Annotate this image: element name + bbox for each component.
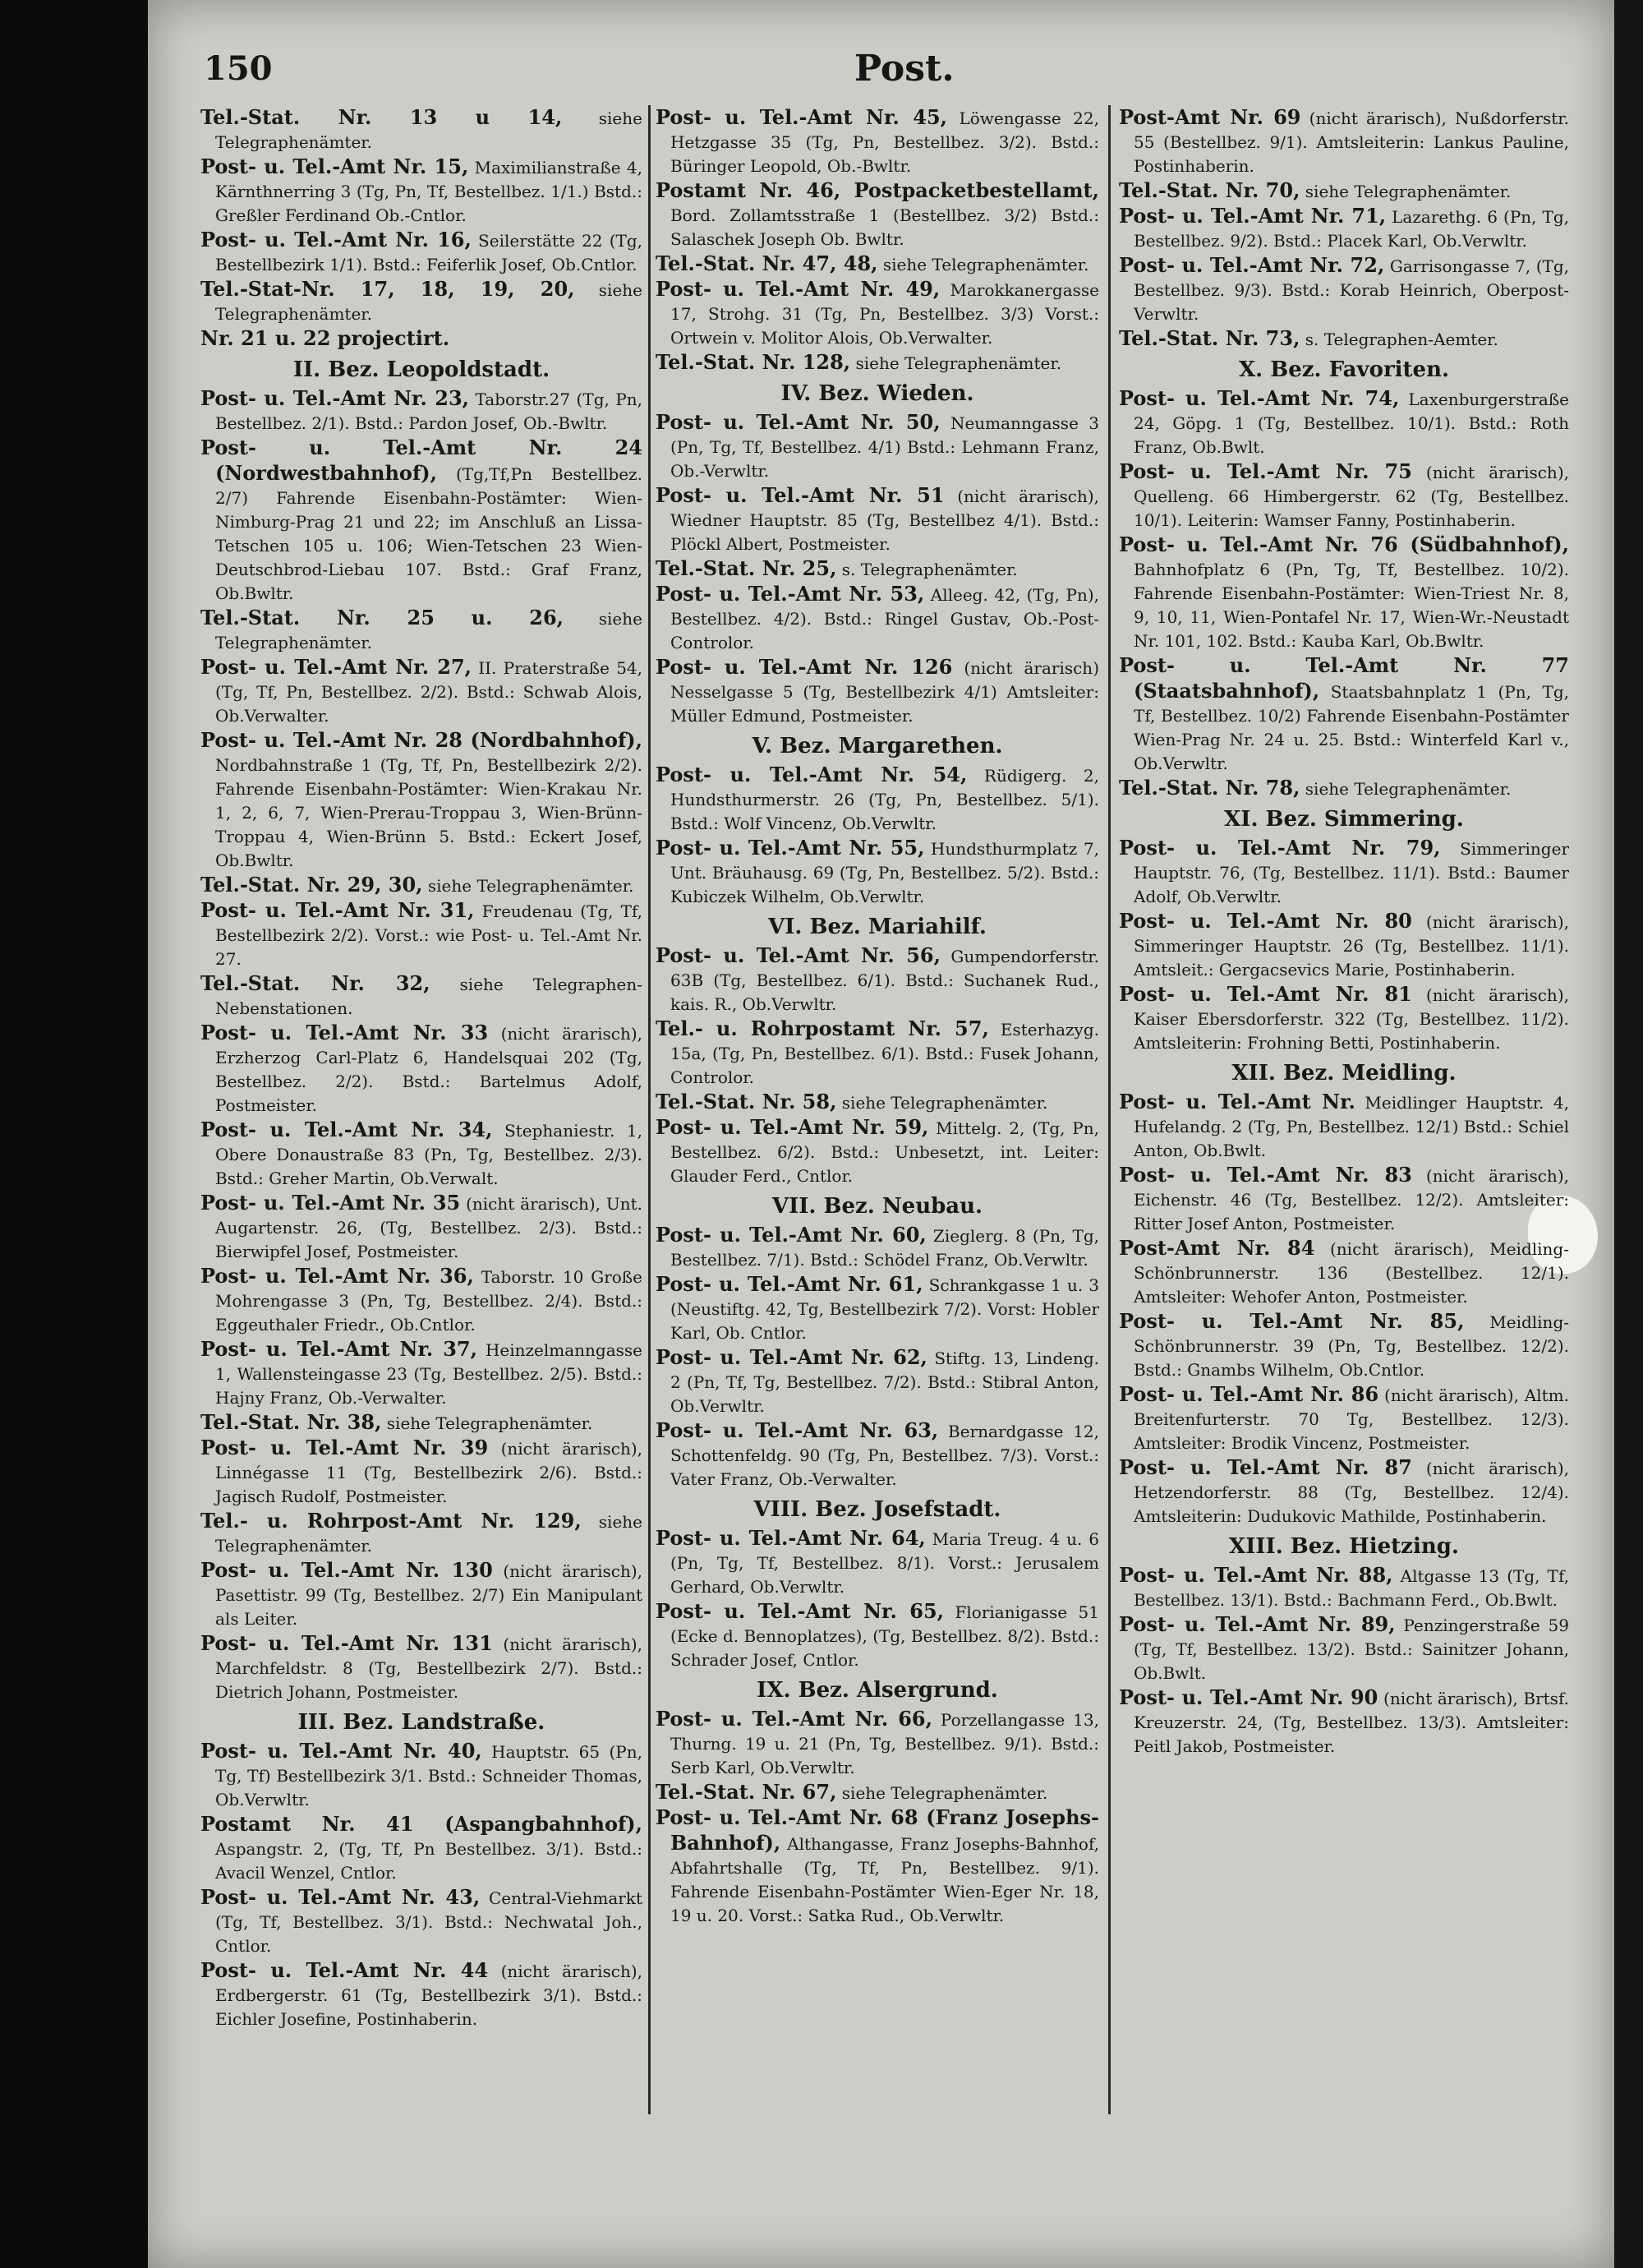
entry-title: Post- u. Tel.-Amt Nr. [1119, 1090, 1355, 1113]
entry-details: (nicht ärarisch), Linnégasse 11 (Tg, Bestellbezirk 2/6). Bstd.: Jagisch Rudolf, Postmeister. [215, 1439, 642, 1506]
entry-details: Nordbahnstraße 1 (Tg, Tf, Pn, Bestellbezirk 2/2). Fahrende Eisenbahn-Postämter: Wien-Krakau Nr. 1, 2, 6, 7, Wien-Prerau-Troppau 3, Wien-Brünn-Troppau 4, Wien-Brünn 5. Bstd.: Eckert Josef, Ob.Bwltr. [215, 755, 642, 870]
entry-title: Post- u. Tel.-Amt Nr. 35 [200, 1191, 461, 1215]
entry-details: (nicht ärarisch), Brtsf. Kreuzerstr. 24, (Tg, Bestellbez. 13/3). Amtsleiter: Peitl Jakob, Postmeister. [1134, 1689, 1569, 1756]
entry-details: Porzellangasse 13, Thurng. 19 u. 21 (Pn, Tg, Bestellbez. 9/1). Bstd.: Serb Karl, Ob.Verwltr. [670, 1710, 1099, 1777]
directory-entry [1119, 1612, 1569, 1685]
directory-entry [1119, 253, 1569, 326]
entry-title: Post- u. Tel.-Amt Nr. 43, [200, 1885, 481, 1909]
entry-title: Tel.-Stat. Nr. 29, 30, [200, 873, 423, 897]
entry-details: siehe Telegraphenämter. [836, 1093, 1048, 1113]
directory-entry [656, 1526, 1099, 1599]
directory-entry [656, 1223, 1099, 1272]
entry-title: Post- u. Tel.-Amt Nr. 130 [200, 1558, 493, 1582]
entry-title: Post- u. Tel.-Amt Nr. 31, [200, 898, 475, 922]
entry-title: Tel.-Stat. Nr. 58, [656, 1090, 837, 1113]
entry-details: siehe Telegraphenämter. [877, 255, 1089, 274]
entry-title: Tel.- u. Rohrpost-Amt Nr. 129, [200, 1509, 582, 1533]
directory-entry [656, 582, 1099, 655]
entry-title: Tel.-Stat. Nr. 13 u 14, [200, 105, 563, 129]
directory-entry [200, 728, 642, 873]
entry-title: Post- u. Tel.-Amt Nr. 85, [1119, 1309, 1465, 1333]
entry-details: Hundsthurmplatz 7, Unt. Bräuhausg. 69 (Tg, Pn, Bestellbez. 5/2). Bstd.: Kubiczek Wilhelm, Ob.Verwltr. [670, 839, 1099, 906]
entry-title: Tel.-Stat. Nr. 25, [656, 556, 837, 580]
entry-title: Post- u. Tel.-Amt Nr. 66, [656, 1707, 932, 1731]
entry-details: (nicht ärarisch), Unt. Augartenstr. 26, (Tg, Bestellbez. 2/3). Bstd.: Bierwipfel Josef, Postmeister. [215, 1194, 642, 1261]
directory-entry [200, 1739, 642, 1812]
entry-details: (nicht ärarisch), Kaiser Ebersdorferstr. 322 (Tg, Bestellbez. 11/2). Amtsleiterin: Frohning Betti, Postinhaberin. [1134, 985, 1569, 1053]
entry-details: Rüdigerg. 2, Hundsthurmerstr. 26 (Tg, Pn, Bestellbez. 5/1). Bstd.: Wolf Vincenz, Ob.Verwltr. [670, 766, 1099, 833]
entry-title: Post- u. Tel.-Amt Nr. 77 (Staatsbahnhof), [1119, 653, 1569, 703]
entry-title: Tel.-Stat. Nr. 32, [200, 971, 430, 995]
entry-details: siehe Telegraphenämter. [422, 876, 634, 896]
entry-title: Post- u. Tel.-Amt Nr. 61, [656, 1272, 923, 1296]
entry-title: Post- u. Tel.-Amt Nr. 80 [1119, 909, 1412, 933]
directory-entry [200, 1021, 642, 1118]
entry-details: Hauptstr. 65 (Pn, Tg, Tf) Bestellbezirk 3/1. Bstd.: Schneider Thomas, Ob.Verwltr. [215, 1742, 642, 1809]
directory-entry [656, 277, 1099, 350]
district-heading: VIII. Bez. Josefstadt. [753, 1497, 1001, 1522]
district-heading: XII. Bez. Meidling. [1231, 1061, 1457, 1086]
entry-details: Schrankgasse 1 u. 3 (Neustiftg. 42, Tg, Bestellbezirk 7/2). Vorst: Hobler Karl, Ob. Cntlor. [670, 1275, 1099, 1343]
directory-entry [200, 606, 642, 655]
district-heading: IX. Bez. Alsergrund. [757, 1678, 998, 1703]
entry-title: Post- u. Tel.-Amt Nr. 45, [656, 105, 948, 129]
entry-details: (nicht ärarisch), Simmeringer Hauptstr. 26 (Tg, Bestellbez. 11/1). Amtsleit.: Gergacsevics Marie, Postinhaberin. [1134, 912, 1569, 980]
entry-details: siehe Telegraphenämter. [215, 280, 642, 324]
directory-entry [200, 1631, 642, 1704]
directory-entry [200, 1264, 642, 1337]
entry-title: Post- u. Tel.-Amt Nr. 83 [1119, 1163, 1412, 1187]
entry-title: Post- u. Tel.-Amt Nr. 50, [656, 410, 941, 434]
entry-title: Tel.-Stat. Nr. 128, [656, 350, 851, 374]
entry-details: Central-Viehmarkt (Tg, Tf, Bestellbez. 3/1). Bstd.: Nechwatal Joh., Cntlor. [215, 1888, 642, 1956]
entry-details: s. Telegraphen-Aemter. [1300, 330, 1498, 349]
entry-details: II. Praterstraße 54, (Tg, Tf, Pn, Bestellbez. 2/2). Bstd.: Schwab Alois, Ob.Verwalter. [215, 658, 642, 726]
entry-details: Garrisongasse 7, (Tg, Bestellbez. 9/3). Bstd.: Korab Heinrich, Oberpost-Verwltr. [1134, 256, 1569, 324]
entry-details: Maria Treug. 4 u. 6 (Pn, Tg, Tf, Bestellbez. 8/1). Vorst.: Jerusalem Gerhard, Ob.Verwltr. [670, 1529, 1099, 1597]
district-heading: XI. Bez. Simmering. [1224, 807, 1464, 832]
directory-entry [200, 655, 642, 728]
entry-details: siehe Telegraphenämter. [381, 1413, 593, 1433]
directory-entry [1119, 459, 1569, 532]
entry-title: Post- u. Tel.-Amt Nr. 88, [1119, 1563, 1393, 1587]
entry-details: (nicht ärarisch), Pasettistr. 99 (Tg, Bestellbez. 2/7) Ein Manipulant als Leiter. [215, 1561, 642, 1629]
directory-entry [656, 655, 1099, 728]
directory-entry [1119, 1382, 1569, 1455]
directory-entry [656, 836, 1099, 909]
entry-details: siehe Telegraphenämter. [836, 1783, 1048, 1803]
entry-title: Post-Amt Nr. 84 [1119, 1236, 1315, 1260]
directory-entry [200, 436, 642, 606]
entry-details: Maximilianstraße 4, Kärnthnerring 3 (Tg, Pn, Tf, Bestellbez. 1/1.) Bstd.: Greßler Ferdinand Ob.-Cntlor. [215, 158, 642, 225]
column-middle [656, 105, 1099, 2114]
entry-details: Florianigasse 51 (Ecke d. Bennoplatzes), (Tg, Bestellbez. 8/2). Bstd.: Schrader Josef, Cntlor. [670, 1602, 1099, 1670]
entry-details: (nicht ärarisch), Altm. Breitenfurterstr. 70 Tg, Bestellbez. 12/3). Amtsleiter: Brodik Vincenz, Postmeister. [1134, 1385, 1569, 1453]
directory-entry [656, 483, 1099, 556]
entry-title: Post- u. Tel.-Amt Nr. 72, [1119, 253, 1385, 277]
entry-title: Post- u. Tel.-Amt Nr. 68 (Franz Josephs-Bahnhof), [656, 1805, 1099, 1855]
directory-entry [200, 1118, 642, 1191]
entry-details: siehe Telegraphenämter. [215, 1512, 642, 1556]
directory-entry [656, 1418, 1099, 1491]
entry-details: Esterhazyg. 15a, (Tg, Pn, Bestellbez. 6/1). Bstd.: Fusek Johann, Controlor. [670, 1020, 1099, 1087]
entry-title: Tel.-Stat. Nr. 47, 48, [656, 251, 878, 275]
entry-details: Löwengasse 22, Hetzgasse 35 (Tg, Pn, Bestellbez. 3/2). Bstd.: Büringer Leopold, Ob.-Bwltr. [670, 108, 1099, 176]
entry-title: Post- u. Tel.-Amt Nr. 23, [200, 386, 470, 410]
entry-details: Freudenau (Tg, Tf, Bestellbezirk 2/2). Vorst.: wie Post- u. Tel.-Amt Nr. 27. [215, 901, 642, 969]
directory-entry [656, 350, 1099, 376]
directory-entry [1119, 326, 1569, 352]
directory-entry [200, 1958, 642, 2031]
entry-title: Tel.-Stat-Nr. 17, 18, 19, 20, [200, 277, 575, 301]
directory-entry [1119, 1309, 1569, 1382]
entry-title: Post- u. Tel.-Amt Nr. 76 (Südbahnhof), [1119, 532, 1569, 556]
directory-entry [200, 898, 642, 971]
entry-title: Post- u. Tel.-Amt Nr. 65, [656, 1599, 945, 1623]
entry-details: Alleeg. 42, (Tg, Pn), Bestellbez. 4/2). Bstd.: Ringel Gustav, Ob.-Post-Controlor. [670, 585, 1099, 652]
entry-details: Lazarethg. 6 (Pn, Tg, Bestellbez. 9/2). Bstd.: Placek Karl, Ob.Verwltr. [1134, 207, 1569, 251]
directory-entry [656, 1780, 1099, 1805]
directory-entry [656, 178, 1099, 251]
directory-entry [656, 943, 1099, 1016]
entry-title: Post- u. Tel.-Amt Nr. 28 (Nordbahnhof), [200, 728, 642, 752]
entry-title: Post- u. Tel.-Amt Nr. 86 [1119, 1382, 1379, 1406]
entry-details: Bernardgasse 12, Schottenfeldg. 90 (Tg, Pn, Bestellbez. 7/3). Vorst.: Vater Franz, Ob.-Verwalter. [670, 1422, 1099, 1489]
directory-entry [656, 556, 1099, 582]
district-heading: X. Bez. Favoriten. [1238, 357, 1450, 382]
directory-entry [656, 1016, 1099, 1090]
directory-entry [1119, 836, 1569, 909]
directory-entry [656, 1090, 1099, 1115]
directory-entry [200, 277, 642, 326]
entry-title: Post- u. Tel.-Amt Nr. 87 [1119, 1455, 1412, 1479]
directory-entry [1119, 178, 1569, 204]
directory-entry [1119, 105, 1569, 178]
entry-title: Tel.-Stat. Nr. 67, [656, 1780, 837, 1804]
entry-title: Tel.- u. Rohrpostamt Nr. 57, [656, 1016, 989, 1040]
entry-details: (nicht ärarisch), Nußdorferstr. 55 (Bestellbez. 9/1). Amtsleiterin: Lankus Pauline, Postinhaberin. [1134, 108, 1569, 176]
entry-details: (nicht ärarisch), Hetzendorferstr. 88 (Tg, Bestellbez. 12/4). Amtsleiterin: Dudukovic Mathilde, Postinhaberin. [1134, 1459, 1569, 1526]
directory-entry [200, 105, 642, 154]
entry-details: siehe Telegraphenämter. [850, 353, 1062, 373]
entry-details: siehe Telegraphenämter. [1300, 779, 1512, 799]
entry-title: Post- u. Tel.-Amt Nr. 75 [1119, 459, 1412, 483]
directory-entry [656, 251, 1099, 277]
entry-title: Post- u. Tel.-Amt Nr. 71, [1119, 204, 1387, 228]
entry-details: Bord. Zollamtsstraße 1 (Bestellbez. 3/2) Bstd.: Salaschek Joseph Ob. Bwltr. [670, 205, 1099, 249]
running-head: Post. [854, 48, 955, 90]
entry-title: Post- u. Tel.-Amt Nr. 89, [1119, 1612, 1396, 1636]
district-heading: XIII. Bez. Hietzing. [1229, 1534, 1459, 1559]
entry-title: Post- u. Tel.-Amt Nr. 44 [200, 1958, 489, 1982]
district-heading: VII. Bez. Neubau. [771, 1194, 983, 1219]
directory-entry [1119, 1236, 1569, 1309]
column-rule [648, 105, 651, 2114]
district-heading: V. Bez. Margarethen. [752, 734, 1003, 758]
entry-title: Post- u. Tel.-Amt Nr. 40, [200, 1739, 482, 1763]
entry-title: Post- u. Tel.-Amt Nr. 36, [200, 1264, 474, 1288]
entry-title: Post- u. Tel.-Amt Nr. 59, [656, 1115, 929, 1139]
directory-entry [1119, 386, 1569, 459]
directory-entry [1119, 204, 1569, 253]
entry-details: (nicht ärarisch), Meidling-Schönbrunnerstr. 136 (Bestellbez. 12/1). Amtsleiter: Wehofer Anton, Postmeister. [1134, 1239, 1569, 1307]
column-rule [1108, 105, 1111, 2114]
entry-details: Bahnhofplatz 6 (Pn, Tg, Tf, Bestellbez. 10/2). Fahrende Eisenbahn-Postämter: Wien-Triest Nr. 8, 9, 10, 11, Wien-Pontafel Nr. 17, Wien-Wr.-Neustadt Nr. 101, 102. Bstd.: Kauba Karl, Ob.Bwltr. [1134, 560, 1569, 651]
entry-details: (nicht ärarisch), Quelleng. 66 Himbergerstr. 62 (Tg, Bestellbez. 10/1). Leiterin: Wamser Fanny, Postinhaberin. [1134, 463, 1569, 530]
directory-entry [656, 1599, 1099, 1672]
directory-entry [1119, 1563, 1569, 1612]
directory-entry [656, 1115, 1099, 1188]
directory-entry [1119, 653, 1569, 776]
entry-title: Tel.-Stat. Nr. 38, [200, 1410, 382, 1434]
district-heading: II. Bez. Leopoldstadt. [292, 357, 550, 382]
entry-details: Taborstr. 10 Große Mohrengasse 3 (Pn, Tg, Bestellbez. 2/4). Bstd.: Eggeuthaler Friedr., Ob.Cntlor. [215, 1267, 642, 1335]
directory-entry [200, 1191, 642, 1264]
entry-details: (nicht ärarisch), Eichenstr. 46 (Tg, Bestellbez. 12/2). Amtsleiter: Ritter Josef Anton, Postmeister. [1134, 1166, 1569, 1233]
entry-details: Taborstr.27 (Tg, Pn, Bestellbez. 2/1). Bstd.: Pardon Josef, Ob.-Bwltr. [215, 390, 642, 433]
directory-entry [1119, 1455, 1569, 1528]
entry-title: Post- u. Tel.-Amt Nr. 74, [1119, 386, 1400, 410]
directory-entry [1119, 982, 1569, 1055]
entry-title: Post- u. Tel.-Amt Nr. 33 [200, 1021, 489, 1044]
entry-title: Post- u. Tel.-Amt Nr. 49, [656, 277, 941, 301]
entry-title: Post- u. Tel.-Amt Nr. 90 [1119, 1685, 1378, 1709]
entry-details: s. Telegraphenämter. [836, 560, 1018, 579]
entry-details: Staatsbahnplatz 1 (Pn, Tg, Tf, Bestellbez. 10/2) Fahrende Eisenbahn-Postämter Wien-Prag Nr. 24 u. 25. Bstd.: Winterfeld Karl v., Ob.Verwltr. [1134, 682, 1569, 773]
entry-title: Post- u. Tel.-Amt Nr. 131 [200, 1631, 493, 1655]
directory-entry [1119, 1685, 1569, 1759]
directory-entry [656, 1345, 1099, 1418]
directory-entry [656, 763, 1099, 836]
column-left [200, 105, 642, 2114]
directory-entry [200, 1885, 642, 1958]
entry-title: Post- u. Tel.-Amt Nr. 15, [200, 154, 469, 178]
entry-title: Post- u. Tel.-Amt Nr. 16, [200, 228, 472, 251]
directory-entry [200, 1509, 642, 1558]
directory-entry [200, 326, 642, 352]
entry-details: siehe Telegraphenämter. [215, 108, 642, 152]
entry-title: Nr. 21 u. 22 projectirt. [200, 326, 450, 350]
entry-title: Post- u. Tel.-Amt Nr. 34, [200, 1118, 493, 1141]
directory-entry [200, 1436, 642, 1509]
directory-entry [1119, 909, 1569, 982]
directory-entry [200, 154, 642, 228]
directory-entry [656, 410, 1099, 483]
directory-entry [656, 1707, 1099, 1780]
directory-entry [1119, 776, 1569, 801]
entry-title: Post- u. Tel.-Amt Nr. 54, [656, 763, 968, 786]
entry-details: Meidlinger Hauptstr. 4, Hufelandg. 2 (Tg, Pn, Bestellbez. 12/1) Bstd.: Schiel Anton, Ob.Bwlt. [1134, 1093, 1569, 1160]
entry-title: Post- u. Tel.-Amt Nr. 62, [656, 1345, 927, 1369]
directory-entry [200, 873, 642, 898]
entry-title: Post- u. Tel.-Amt Nr. 63, [656, 1418, 939, 1442]
entry-details: Marokkanergasse 17, Strohg. 31 (Tg, Pn, Bestellbez. 3/3) Vorst.: Ortwein v. Molitor Alois, Ob.Verwalter. [670, 280, 1099, 348]
district-heading: VI. Bez. Mariahilf. [768, 915, 987, 939]
entry-details: Neumanngasse 3 (Pn, Tg, Tf, Bestellbez. 4/1) Bstd.: Lehmann Franz, Ob.-Verwltr. [670, 413, 1099, 481]
entry-details: Penzingerstraße 59 (Tg, Tf, Bestellbez. 13/2). Bstd.: Sainitzer Johann, Ob.Bwlt. [1134, 1616, 1569, 1683]
directory-entry [200, 228, 642, 277]
directory-entry [1119, 1163, 1569, 1236]
page-number: 150 [204, 49, 273, 88]
entry-details: Altgasse 13 (Tg, Tf, Bestellbez. 13/1). Bstd.: Bachmann Ferd., Ob.Bwlt. [1134, 1566, 1569, 1610]
entry-details: siehe Telegraphenämter. [1300, 182, 1512, 201]
directory-entry [200, 1410, 642, 1436]
entry-title: Post- u. Tel.-Amt Nr. 27, [200, 655, 472, 679]
directory-entry [1119, 532, 1569, 653]
entry-title: Post- u. Tel.-Amt Nr. 60, [656, 1223, 927, 1247]
entry-details: (nicht ärarisch), Erdbergerstr. 61 (Tg, Bestellbezirk 3/1). Bstd.: Eichler Josefine, Postinhaberin. [215, 1961, 642, 2029]
entry-title: Post- u. Tel.-Amt Nr. 53, [656, 582, 925, 606]
entry-details: Aspangstr. 2, (Tg, Tf, Pn Bestellbez. 3/1). Bstd.: Avacil Wenzel, Cntlor. [215, 1839, 642, 1883]
directory-entry [200, 971, 642, 1021]
directory-entry [200, 1558, 642, 1631]
entry-title: Post- u. Tel.-Amt Nr. 79, [1119, 836, 1441, 860]
entry-details: Laxenburgerstraße 24, Göpg. 1 (Tg, Bestellbez. 10/1). Bstd.: Roth Franz, Ob.Bwlt. [1134, 390, 1569, 457]
entry-details: Zieglerg. 8 (Pn, Tg, Bestellbez. 7/1). Bstd.: Schödel Franz, Ob.Verwltr. [670, 1226, 1099, 1270]
entry-title: Tel.-Stat. Nr. 73, [1119, 326, 1300, 350]
entry-details: Stiftg. 13, Lindeng. 2 (Pn, Tf, Tg, Bestellbez. 7/2). Bstd.: Stibral Anton, Ob.Verwltr. [670, 1348, 1099, 1416]
directory-entry [656, 105, 1099, 178]
entry-details: Simmeringer Hauptstr. 76, (Tg, Bestellbez. 11/1). Bstd.: Baumer Adolf, Ob.Verwltr. [1134, 839, 1569, 906]
entry-title: Post- u. Tel.-Amt Nr. 37, [200, 1337, 477, 1361]
entry-title: Post- u. Tel.-Amt Nr. 56, [656, 943, 941, 967]
entry-details: Stephaniestr. 1, Obere Donaustraße 83 (Pn, Tg, Bestellbez. 2/3). Bstd.: Greher Martin, Ob.Verwalt. [215, 1121, 642, 1188]
directory-entry [200, 386, 642, 436]
entry-title: Postamt Nr. 41 (Aspangbahnhof), [200, 1812, 642, 1836]
entry-title: Tel.-Stat. Nr. 70, [1119, 178, 1300, 202]
directory-entry [1119, 1090, 1569, 1163]
entry-details: (nicht ärarisch), Erzherzog Carl-Platz 6, Handelsquai 202 (Tg, Bestellbez. 2/2). Bstd.: Bartelmus Adolf, Postmeister. [215, 1024, 642, 1115]
entry-title: Post- u. Tel.-Amt Nr. 126 [656, 655, 953, 679]
directory-entry [200, 1337, 642, 1410]
entry-details: (nicht ärarisch), Wiedner Hauptstr. 85 (Tg, Bestellbez 4/1). Bstd.: Plöckl Albert, Postmeister. [670, 486, 1099, 554]
directory-entry [656, 1272, 1099, 1345]
entry-details: Heinzelmanngasse 1, Wallensteingasse 23 (Tg, Bestellbez. 2/5). Bstd.: Hajny Franz, Ob.-Verwalter. [215, 1340, 642, 1408]
entry-title: Tel.-Stat. Nr. 78, [1119, 776, 1300, 800]
entry-title: Post- u. Tel.-Amt Nr. 24 (Nordwestbahnhof), [200, 436, 642, 485]
entry-details: (nicht ärarisch) Nesselgasse 5 (Tg, Bestellbezirk 4/1) Amtsleiter: Müller Edmund, Postmeister. [670, 658, 1099, 726]
entry-details: Gumpendorferstr. 63B (Tg, Bestellbez. 6/1). Bstd.: Suchanek Rud., kais. R., Ob.Verwltr. [670, 947, 1099, 1014]
entry-details: Meidling-Schönbrunnerstr. 39 (Pn, Tg, Bestellbez. 12/2). Bstd.: Gnambs Wilhelm, Ob.Cntlor. [1134, 1312, 1569, 1380]
entry-title: Post- u. Tel.-Amt Nr. 81 [1119, 982, 1412, 1006]
entry-title: Post- u. Tel.-Amt Nr. 55, [656, 836, 925, 860]
entry-title: Post-Amt Nr. 69 [1119, 105, 1301, 129]
entry-details: siehe Telegraphen-Nebenstationen. [215, 975, 642, 1018]
district-heading: IV. Bez. Wieden. [780, 381, 974, 406]
entry-details: (nicht ärarisch), Marchfeldstr. 8 (Tg, Bestellbezirk 2/7). Bstd.: Dietrich Johann, Postmeister. [215, 1634, 642, 1702]
entry-title: Post- u. Tel.-Amt Nr. 51 [656, 483, 945, 507]
entry-title: Post- u. Tel.-Amt Nr. 64, [656, 1526, 926, 1550]
entry-details: (Tg,Tf,Pn Bestellbez. 2/7) Fahrende Eisenbahn-Postämter: Wien-Nimburg-Prag 21 und 22; im Anschluß an Lissa-Tetschen 105 u. 106; Wien-Tetschen 23 Wien-Deutschbrod-Liebau 107. Bstd.: Graf Franz, Ob.Bwltr. [215, 464, 642, 603]
entry-title: Tel.-Stat. Nr. 25 u. 26, [200, 606, 564, 629]
entry-details: siehe Telegraphenämter. [215, 609, 642, 652]
entry-details: Althangasse, Franz Josephs-Bahnhof, Abfahrtshalle (Tg, Tf, Pn, Bestellbez. 9/1). Fahrende Eisenbahn-Postämter Wien-Eger Nr. 18, 19 u. 20. Vorst.: Satka Rud., Ob.Verwltr. [670, 1834, 1099, 1925]
entry-details: Seilerstätte 22 (Tg, Bestellbezirk 1/1). Bstd.: Feiferlik Josef, Ob.Cntlor. [215, 231, 642, 274]
entry-title: Post- u. Tel.-Amt Nr. 39 [200, 1436, 489, 1459]
directory-entry [200, 1812, 642, 1885]
column-right [1119, 105, 1569, 2114]
entry-title: Postamt Nr. 46, Postpacketbestellamt, [656, 178, 1099, 202]
entry-details: Mittelg. 2, (Tg, Pn, Bestellbez. 6/2). Bstd.: Unbesetzt, int. Leiter: Glauder Ferd., Cntlor. [670, 1118, 1099, 1186]
district-heading: III. Bez. Landstraße. [297, 1710, 545, 1735]
directory-entry [656, 1805, 1099, 1928]
page-edge-shadow [1614, 0, 1643, 2268]
